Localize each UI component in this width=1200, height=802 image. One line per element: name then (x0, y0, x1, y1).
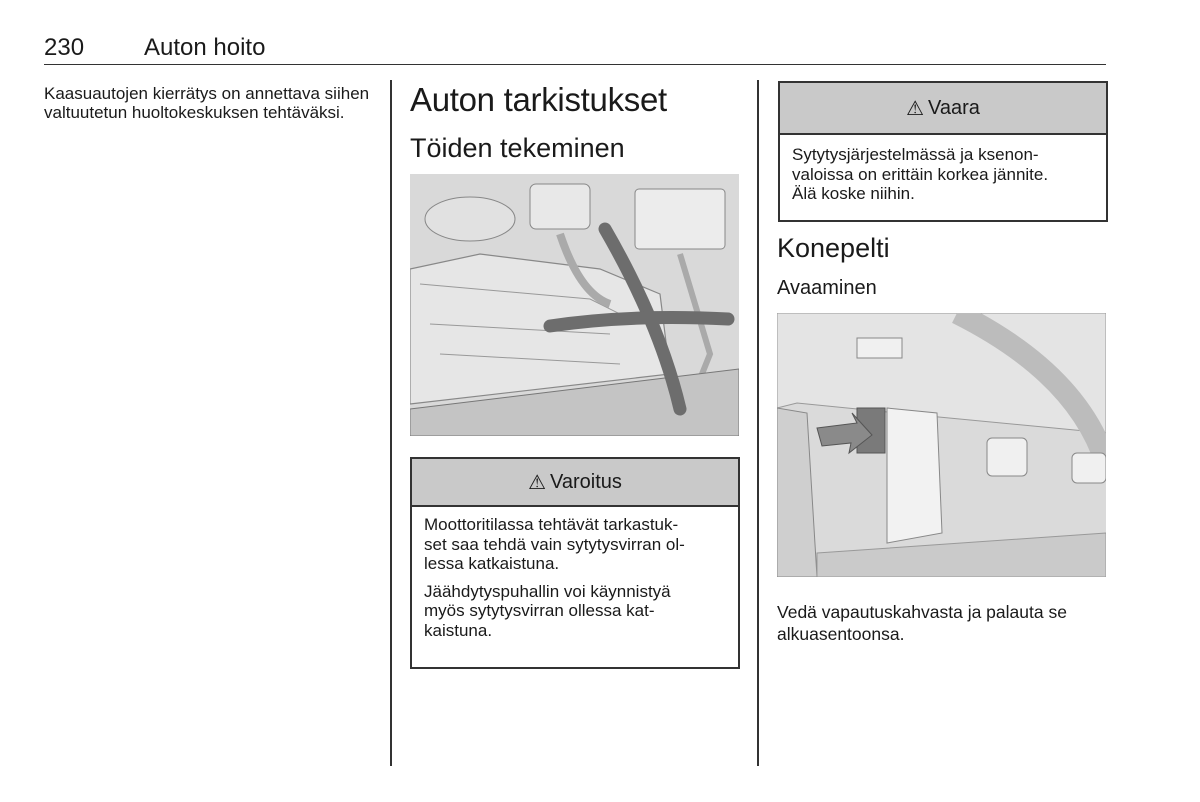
recycling-paragraph: Kaasuautojen kierrätys on annettava siihen valtuutetun huoltokeskuksen tehtäväksi. (44, 84, 370, 122)
warning-header (412, 459, 738, 507)
page-title: Auton tarkistukset (410, 81, 667, 118)
danger-box (778, 81, 1108, 222)
column-left (44, 84, 374, 122)
danger-header (780, 83, 1106, 135)
warning-title: Varoitus (550, 470, 622, 493)
section-title: Auton hoito (144, 34, 266, 61)
warning-paragraph: Moottoritilassa tehtävät tarkastuk- set saa tehdä vain sytytysvirran ol- lessa katkaistuna. (424, 515, 685, 573)
hood-release-illustration (777, 313, 1106, 577)
danger-title: Vaara (928, 96, 980, 119)
page-number: 230 (44, 34, 85, 61)
danger-paragraph: Sytytysjärjestelmässä ja ksenon- valoissa on erittäin korkea jännite. Älä koske niihin. (792, 145, 1049, 203)
warning-box (410, 457, 740, 669)
column-middle (410, 80, 740, 164)
column-divider (757, 80, 759, 766)
opening-subheading: Avaaminen (777, 277, 877, 299)
hood-release-drawing (777, 313, 1106, 577)
hood-paragraph: Vedä vapautuskahvasta ja palauta se alkuasentoonsa. (777, 602, 1067, 644)
page-header (44, 34, 1106, 65)
engine-bay-illustration (410, 174, 739, 436)
hood-heading: Konepelti (777, 233, 890, 263)
engine-bay-drawing (410, 174, 739, 436)
warning-triangle-icon: ⚠ (906, 97, 925, 120)
column-divider (390, 80, 392, 766)
warning-triangle-icon: ⚠ (528, 471, 547, 494)
hood-instructions (777, 601, 1107, 645)
subsection-title: Töiden tekeminen (410, 133, 625, 163)
hood-section (777, 232, 1107, 300)
warning-paragraph: Jäähdytyspuhallin voi käynnistyä myös sytytysvirran ollessa kat- kaistuna. (424, 581, 671, 640)
